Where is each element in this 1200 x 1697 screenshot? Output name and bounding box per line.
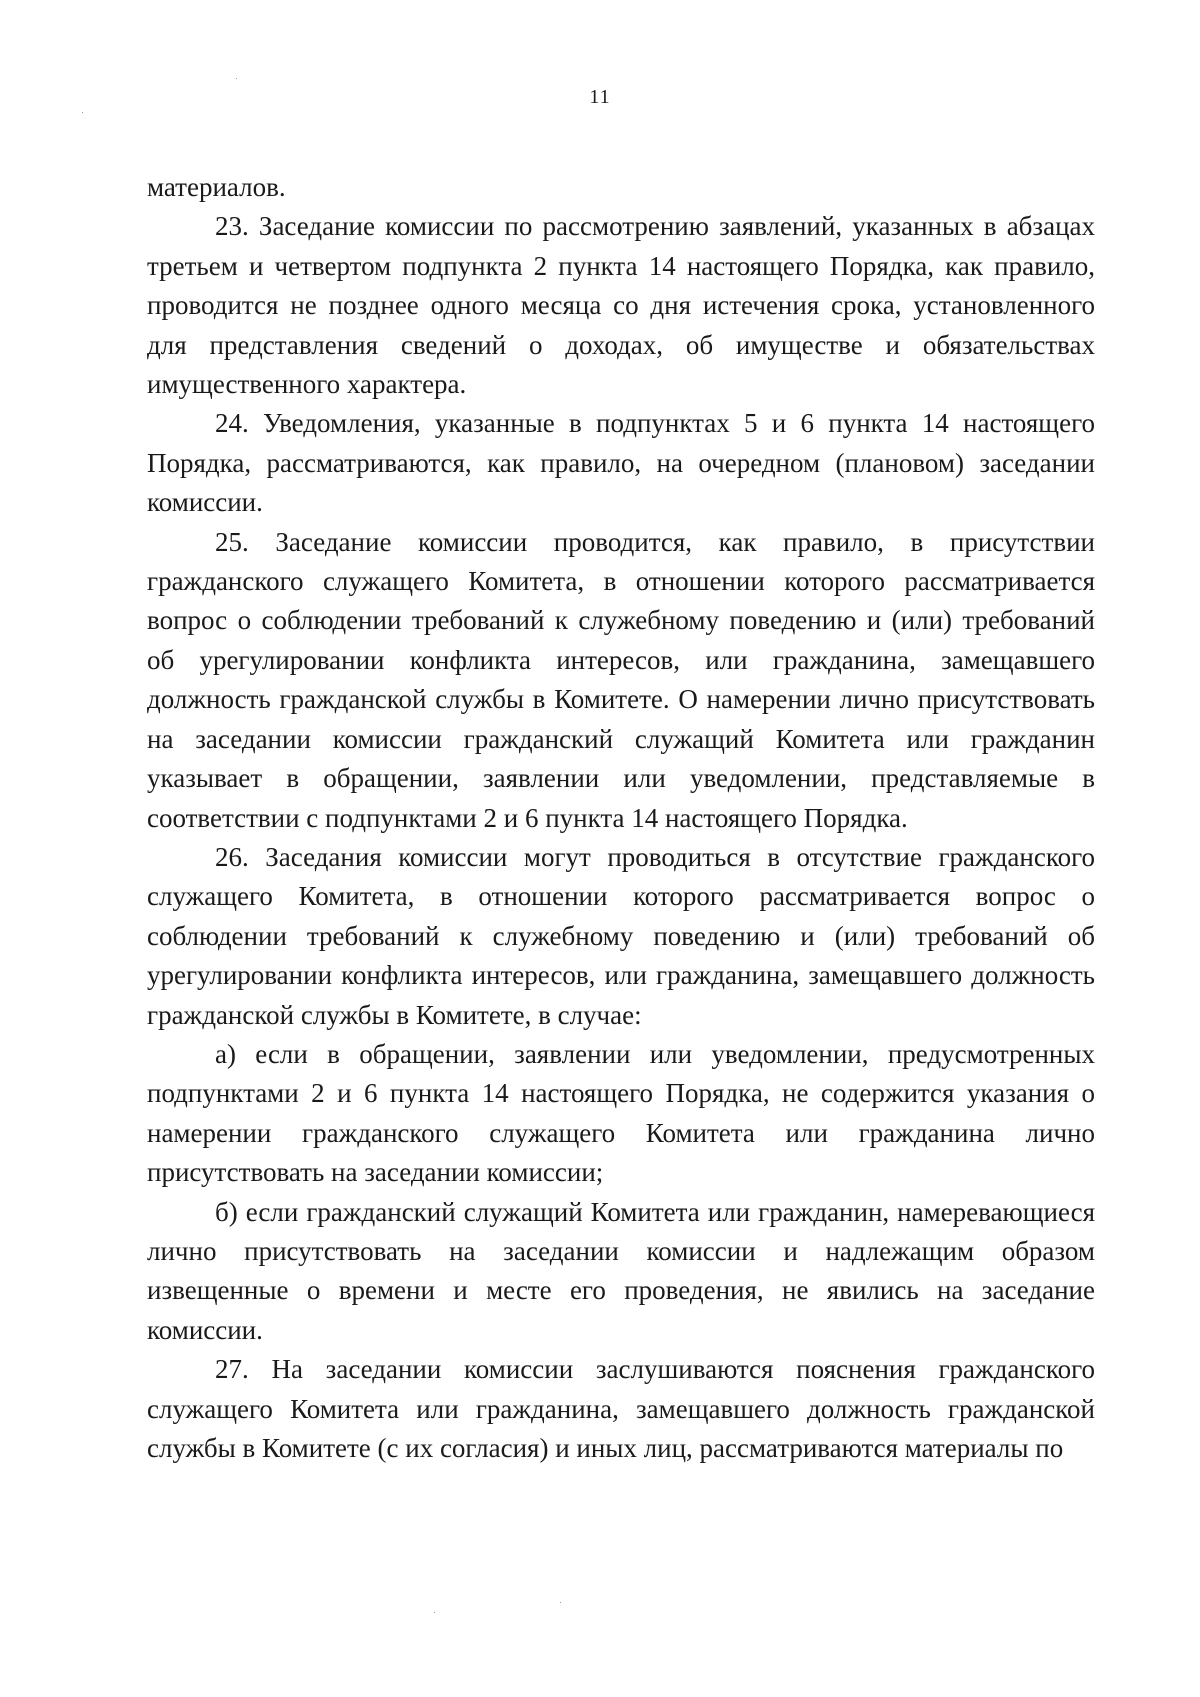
scan-speck (82, 112, 83, 113)
paragraph-26: 26. Заседания комиссии могут проводиться в отсутствие гражданского служащего Комитета, в отношении которого рассматривается вопрос о соблюдении требований к служебному поведению и (или) требований об урегулировании конфликта интересов, или гражданина, замещавшего должность гражданской службы в Комитете, в случае: (147, 841, 1095, 1030)
scan-speck (434, 1612, 435, 1613)
paragraph-26-item-b: б) если гражданский служащий Комитета или гражданин, намеревающиеся лично присутствовать на заседании комиссии и надлежащим образом извещенные о времени и месте его проведения, не явились на заседание комиссии. (147, 1196, 1095, 1345)
paragraph-26-item-a: а) если в обращении, заявлении или уведомлении, предусмотренных подпунктами 2 и 6 пункта 14 настоящего Порядка, не содержится указания о намерении гражданского служащего Комитета или гражданина лично присутствовать на заседании комиссии; (147, 1038, 1095, 1188)
paragraph-23: 23. Заседание комиссии по рассмотрению заявлений, указанных в абзацах третьем и четвертом подпункта 2 пункта 14 настоящего Порядка, как правило, проводится не позднее одного месяца со дня истечения срока, установленного для представления сведений о доходах, об имуществе и обязательствах имущественного характера. (147, 211, 1095, 400)
paragraph-25: 25. Заседание комиссии проводится, как правило, в присутствии гражданского служащего Комитета, в отношении которого рассматривается вопрос о соблюдении требований к служебному поведению и (или) требований об урегулировании конфликта интересов, или гражданина, замещавшего должность гражданской службы в Комитете. О намерении лично присутствовать на заседании комиссии гражданский служащий Комитета или гражданин указывает в обращении, заявлении или уведомлении, представляемые в соответствии с подпунктами 2 и 6 пункта 14 настоящего Порядка. (147, 526, 1095, 833)
paragraph-continuation: материалов. (147, 172, 286, 202)
document-body (147, 168, 1095, 1468)
scan-speck (560, 1602, 561, 1603)
page-number: 11 (589, 86, 611, 108)
paragraph-27: 27. На заседании комиссии заслушиваются пояснения гражданского служащего Комитета или гражданина, замещавшего должность гражданской службы в Комитете (с их согласия) и иных лиц, рассматриваются материалы по (147, 1354, 1095, 1463)
scan-speck (236, 78, 237, 79)
paragraph-24: 24. Уведомления, указанные в подпунктах 5 и 6 пункта 14 настоящего Порядка, рассматриваются, как правило, на очередном (плановом) заседании комиссии. (147, 408, 1095, 518)
